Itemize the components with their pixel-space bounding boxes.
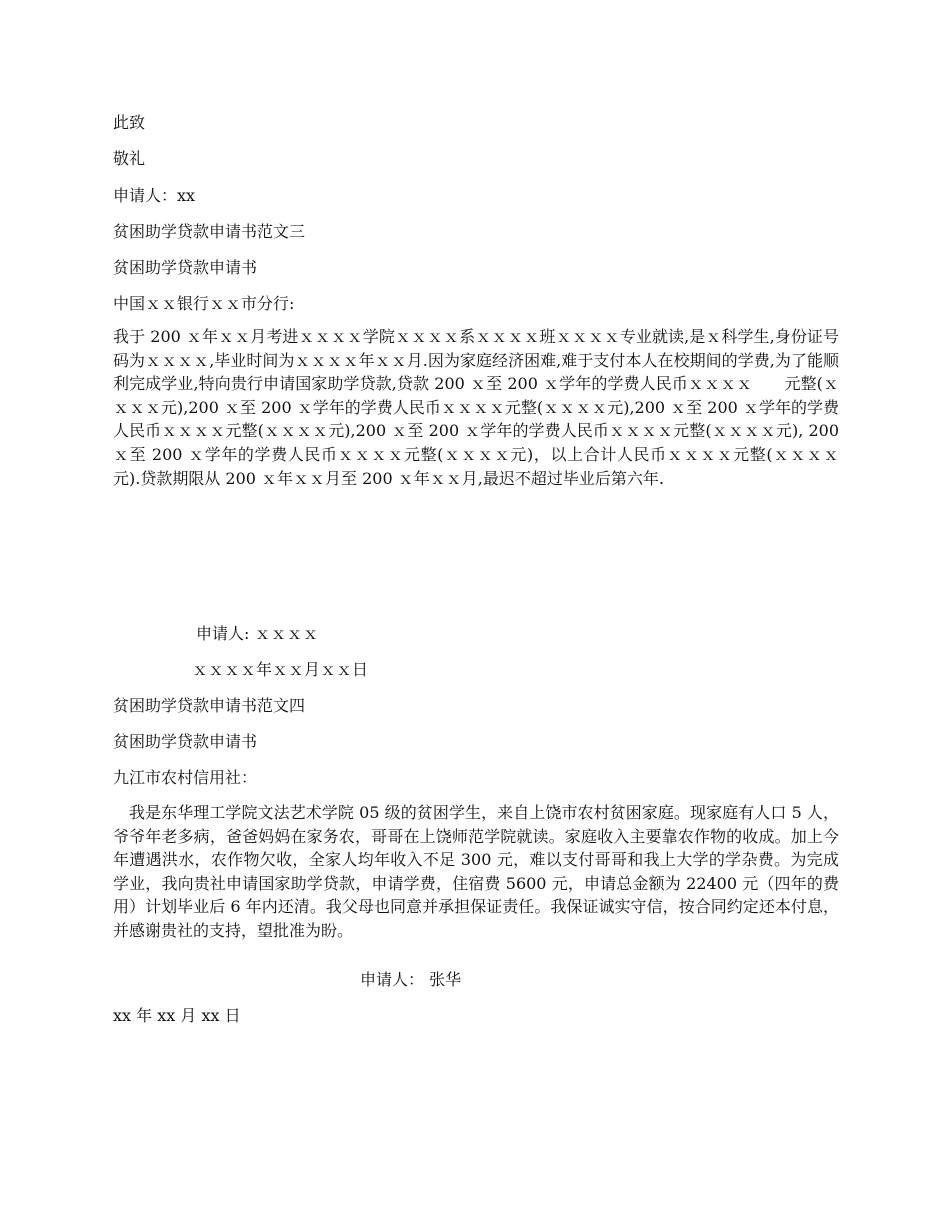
sample4-date: xx 年 xx 月 xx 日 bbox=[113, 1006, 241, 1025]
applicant-line: 申请人：xx bbox=[113, 186, 196, 205]
sample4-heading: 贫困助学贷款申请书 bbox=[113, 732, 258, 751]
sample4-addressee: 九江市农村信用社： bbox=[113, 768, 258, 787]
sample3-heading: 贫困助学贷款申请书 bbox=[113, 258, 258, 277]
closing-salutation: 此致 bbox=[113, 113, 146, 132]
sample3-body: 我于 200 ｘ年ｘｘ月考进ｘｘｘｘ学院ｘｘｘｘ系ｘｘｘｘ班ｘｘｘｘ专业就读,是ｘ科学生,身份证号码为ｘｘｘｘ,毕业时间为ｘｘｘｘ年ｘｘ月.因为家庭经济困难,难于支付本人在校期间的学费,为了能顺利完成学业,特向贵行申请国家助学贷款,贷款 200 ｘ至 200 ｘ学年的学费人民币ｘｘｘｘ 元整(ｘｘｘｘ元),200 ｘ至 200 ｘ学年的学费人民币ｘｘｘｘ元整(ｘｘｘｘ元),200 ｘ至 200 ｘ学年的学费人民币ｘｘｘｘ元整(ｘｘｘｘ元),200 ｘ至 200 ｘ学年的学费人民币ｘｘｘｘ元整(ｘｘｘｘ元), 200 ｘ至 200 ｘ学年的学费人民币ｘｘｘｘ元整(ｘｘｘｘ元)，以上合计人民币ｘｘｘｘ元整(ｘｘｘｘ元).贷款期限从 200 ｘ年ｘｘ月至 200 ｘ年ｘｘ月,最迟不超过毕业后第六年. bbox=[113, 327, 839, 488]
sample4-body: 我是东华理工学院文法艺术学院 05 级的贫困学生，来自上饶市农村贫困家庭。现家庭有人口 5 人，爷爷年老多病，爸爸妈妈在家务农，哥哥在上饶师范学院就读。家庭收入主要靠农作物的收成。加上今年遭遇洪水，农作物欠收，全家人均年收入不足 300 元，难以支付哥哥和我上大学的学杂费。为完成学业，我向贵社申请国家助学贷款，申请学费，住宿费 5600 元，申请总金额为 22400 元（四年的费用）计划毕业后 6 年内还清。我父母也同意并承担保证责任。我保证诚实守信，按合同约定还本付息，并感谢贵社的支持，望批准为盼。 bbox=[113, 803, 839, 940]
sample4-signature: 申请人： 张华 bbox=[360, 970, 462, 989]
sample3-signature: 申请人: ｘｘｘｘ bbox=[196, 624, 319, 643]
sample3-addressee: 中国ｘｘ银行ｘｘ市分行: bbox=[113, 294, 295, 313]
sample3-title: 贫困助学贷款申请书范文三 bbox=[113, 222, 306, 241]
closing-regards: 敬礼 bbox=[113, 149, 146, 168]
sample3-date: ｘｘｘｘ年ｘｘ月ｘｘ日 bbox=[192, 660, 369, 679]
sample4-title: 贫困助学贷款申请书范文四 bbox=[113, 696, 306, 715]
